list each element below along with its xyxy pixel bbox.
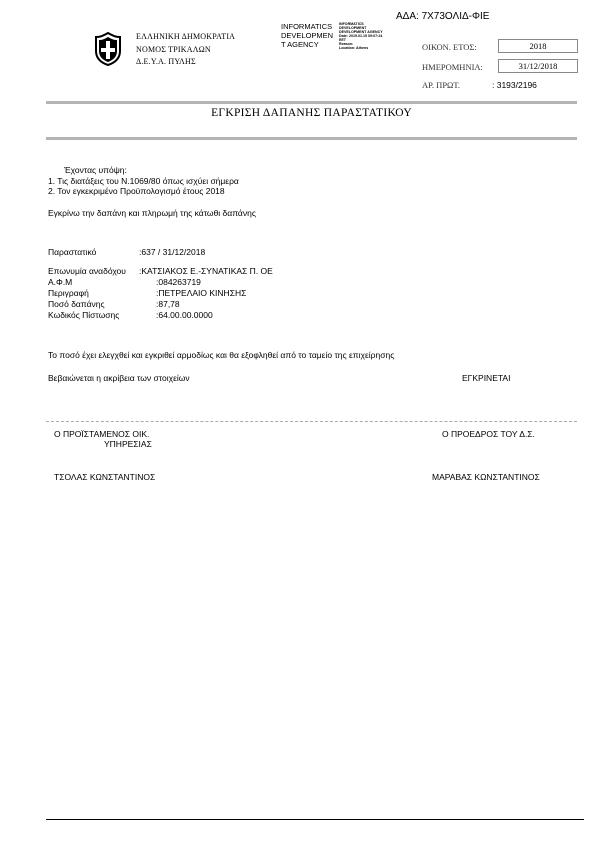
- right-signatory-name: ΜΑΡΑΒΑΣ ΚΩΝΣΤΑΝΤΙΝΟΣ: [432, 472, 540, 482]
- date-value: 31/12/2018: [498, 59, 578, 73]
- agency-small-2: DEVELOPMENT: [339, 26, 367, 30]
- document-title: ΕΓΚΡΙΣΗ ΔΑΠΑΝΗΣ ΠΑΡΑΣΤΑΤΙΚΟΥ: [211, 107, 412, 119]
- issuer-line-3: Δ.Ε.Υ.Α. ΠΥΛΗΣ: [136, 57, 196, 66]
- description-value: :ΠΕΤΡΕΛΑΙΟ ΚΙΝΗΣΗΣ: [156, 288, 247, 298]
- agency-small-1: INFORMATICS: [339, 22, 364, 26]
- ada-code: ΑΔΑ: 7Χ73ΟΛΙΔ-ΦΙΕ: [396, 11, 490, 22]
- approve-line: Εγκρίνω την δαπάνη και πληρωμή της κάτωθι δαπάνης: [48, 208, 256, 218]
- amount-label: Ποσό δαπάνης: [48, 299, 105, 309]
- agency-signature-details: [339, 22, 383, 50]
- legal-basis-1: 1. Τις διατάξεις του Ν.1069/80 όπως ισχύει σήμερα: [48, 176, 239, 186]
- title-bottom-rule: [46, 137, 577, 140]
- agency-stamp: [281, 22, 333, 49]
- left-signatory-title: Ο ΠΡΟΪΣΤΑΜΕΝΟΣ ΟΙΚ.: [54, 429, 150, 439]
- amount-value: :87,78: [156, 299, 180, 309]
- agency-line-1: INFORMATICS: [281, 22, 333, 31]
- protocol-value: : 3193/2196: [492, 80, 537, 90]
- issuer-line-1: ΕΛΛΗΝΙΚΗ ΔΗΜΟΚΡΑΤΙΑ: [136, 32, 236, 41]
- agency-line-2: DEVELOPMEN: [281, 31, 334, 40]
- agency-small-4: Date: 2019.01.15 09:07:24: [339, 34, 383, 38]
- considering-label: Έχοντας υπόψη:: [64, 165, 127, 175]
- checked-line: Το ποσό έχει ελεγχθεί και εγκριθεί αρμοδίως και θα εξοφληθεί από το ταμείο της επιχείρησης: [48, 350, 395, 360]
- credit-code-label: Κωδικός Πίστωσης: [48, 310, 120, 320]
- greek-coat-of-arms-icon: [91, 31, 125, 67]
- legal-basis-2: 2. Τον εγκεκριμένο Προϋπολογισμό έτους 2018: [48, 186, 225, 196]
- left-signatory-title-2: ΥΠΗΡΕΣΙΑΣ: [104, 439, 152, 449]
- agency-line-3: T AGENCY: [281, 40, 319, 49]
- agency-small-5: EET: [339, 38, 346, 42]
- description-label: Περιγραφή: [48, 288, 89, 298]
- vat-label: Α.Φ.Μ: [48, 277, 73, 287]
- agency-small-6: Reason:: [339, 42, 354, 46]
- agency-small-7: Location: Athens: [339, 46, 369, 50]
- credit-code-value: :64.00.00.0000: [156, 310, 213, 320]
- vat-value: :084263719: [156, 277, 201, 287]
- contractor-value: :ΚΑΤΣΙΑΚΟΣ Ε.-ΣΥΝΑΤΙΚΑΣ Π. ΟΕ: [139, 266, 273, 276]
- certified-line: Βεβαιώνεται η ακρίβεια των στοιχείων: [48, 373, 190, 383]
- agency-small-3: DEVELOPMENT AGENCY: [339, 30, 383, 34]
- left-signatory-name: ΤΣΟΛΑΣ ΚΩΝΣΤΑΝΤΙΝΟΣ: [54, 472, 156, 482]
- date-label: ΗΜΕΡΟΜΗΝΙΑ:: [422, 62, 483, 72]
- document-value: :637 / 31/12/2018: [139, 247, 206, 257]
- signature-divider: [46, 421, 577, 422]
- contractor-label: Επωνυμία αναδόχου: [48, 266, 126, 276]
- approved-label: ΕΓΚΡΙΝΕΤΑΙ: [462, 373, 511, 383]
- protocol-label: ΑΡ. ΠΡΩΤ.: [422, 80, 461, 90]
- document-label: Παραστατικό: [48, 247, 97, 257]
- footer-rule: [46, 819, 584, 820]
- right-signatory-title: Ο ΠΡΟΕΔΡΟΣ ΤΟΥ Δ.Σ.: [442, 429, 535, 439]
- title-top-rule: [46, 101, 577, 104]
- issuer-line-2: ΝΟΜΟΣ ΤΡΙΚΑΛΩΝ: [136, 45, 211, 54]
- year-value: 2018: [498, 39, 578, 53]
- year-label: ΟΙΚΟΝ. ΕΤΟΣ:: [422, 42, 477, 52]
